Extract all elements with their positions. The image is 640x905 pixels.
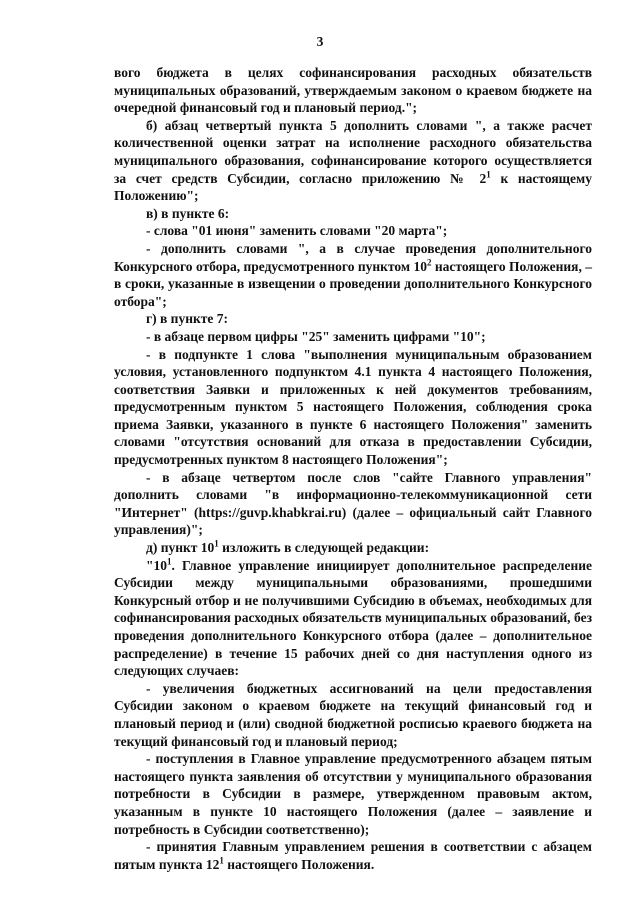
paragraph-text: изложить в следующей редакции: — [218, 540, 430, 556]
paragraph-text: - в абзаце первом цифры "25" заменить цифрами "10"; — [146, 328, 486, 344]
paragraph-item — [114, 680, 592, 750]
paragraph-text: "10 — [146, 557, 167, 573]
superscript-index: 2 — [426, 257, 432, 268]
paragraph-text: - слова "01 июня" заменить словами "20 марта"; — [146, 223, 448, 239]
paragraph-text: к настоящему Положению"; — [114, 170, 592, 204]
paragraph-text: . Главное управление инициирует дополнительное распределение Субсидии между муниципальными образованиями, прошедшими Конкурсный отбор и не получившими Субсидию в объемах, необходимых для софинансирования расходных обязательств муниципальных образований, без проведения дополнительного Конкурсного отбора (далее – дополнительное распределение) в течение 15 рабочих дней со дня наступления одного из следующих случаев: — [114, 557, 592, 679]
paragraph-text: б) абзац четвертый пункта 5 дополнить словами ", а также расчет количественной оценки затрат на исполнение расходного обязательства муниципального образования, софинансирование которого осуществляется за счет средств Субсидии, согласно приложению № 2 — [114, 117, 592, 186]
paragraph-amendment-d — [114, 539, 592, 557]
paragraph-text: вого бюджета в целях софинансирования расходных обязательств муниципальных образований, утверждаемым законом о краевом бюджете на очередной финансовый год и плановый период."; — [114, 65, 592, 116]
paragraph-text: - поступления в Главное управление предусмотренного абзацем пятым настоящего пункта заявления об отсутствии у муниципального образования потребности в Субсидии в размере, утвержденном правовым актом, указанным в пункте 10 настоящего Положения (далее – заявление и потребность в Субсидии соответственно); — [114, 751, 592, 837]
paragraph-item — [114, 838, 592, 873]
paragraph-text: - в подпункте 1 слова "выполнения муниципальным образованием условия, установленного подпунктом 4.1 пункта 4 настоящего Положения, соответствия Заявки и приложенных к ней документов требованиям, предусмотренным пунктом 5 настоящего Положения, соблюдения срока приема Заявки, указанного в пункте 6 настоящего Положения" заменить словами "отсутствия оснований для отказа в предоставлении Субсидии, предусмотренных пунктом 8 настоящего Положения"; — [114, 346, 592, 468]
paragraph-text: - в абзаце четвертом после слов "сайте Главного управления" дополнить словами "в информационно-телекоммуникационной сети "Интернет" (https://guvp.khabkrai.ru) (далее – официальный сайт Главного управления)"; — [114, 469, 592, 538]
page-number: 3 — [316, 34, 324, 49]
superscript-index: 1 — [486, 169, 491, 180]
superscript-index: 1 — [219, 855, 224, 866]
paragraph-item — [114, 222, 592, 240]
paragraph-item — [114, 328, 592, 346]
paragraph-amendment-g — [114, 310, 592, 328]
paragraph-continuation — [114, 64, 592, 117]
paragraph-text: - принятия Главным управлением решения в соответствии с абзацем пятым пункта 12 — [114, 839, 592, 872]
paragraph-item — [114, 750, 592, 838]
document-body — [114, 64, 592, 873]
paragraph-text: - увеличения бюджетных ассигнований на цели предоставления Субсидии законом о краевом бюджете на текущий финансовый год и плановый период и (или) сводной бюджетной росписью краевого бюджета на текущий финансовый год и плановый период; — [114, 680, 592, 749]
paragraph-item — [114, 346, 592, 469]
paragraph-text: д) пункт 10 — [146, 540, 215, 556]
paragraph-text: в) в пункте 6: — [146, 205, 230, 221]
paragraph-amendment-v — [114, 205, 592, 223]
paragraph-text: г) в пункте 7: — [146, 311, 228, 327]
superscript-index: 1 — [214, 538, 219, 549]
paragraph-amendment-b — [114, 117, 592, 205]
paragraph-text: настоящего Положения, – в сроки, указанные в извещении о проведении дополнительного Конкурсного отбора"; — [114, 258, 592, 309]
paragraph-new-clause — [114, 557, 592, 680]
paragraph-text: настоящего Положения. — [223, 856, 375, 872]
paragraph-text: - дополнить словами ", а в случае проведения дополнительного Конкурсного отбора, предусмотренного пунктом 10 — [114, 240, 592, 274]
superscript-index: 1 — [167, 556, 172, 567]
paragraph-item — [114, 469, 592, 539]
paragraph-item — [114, 240, 592, 310]
